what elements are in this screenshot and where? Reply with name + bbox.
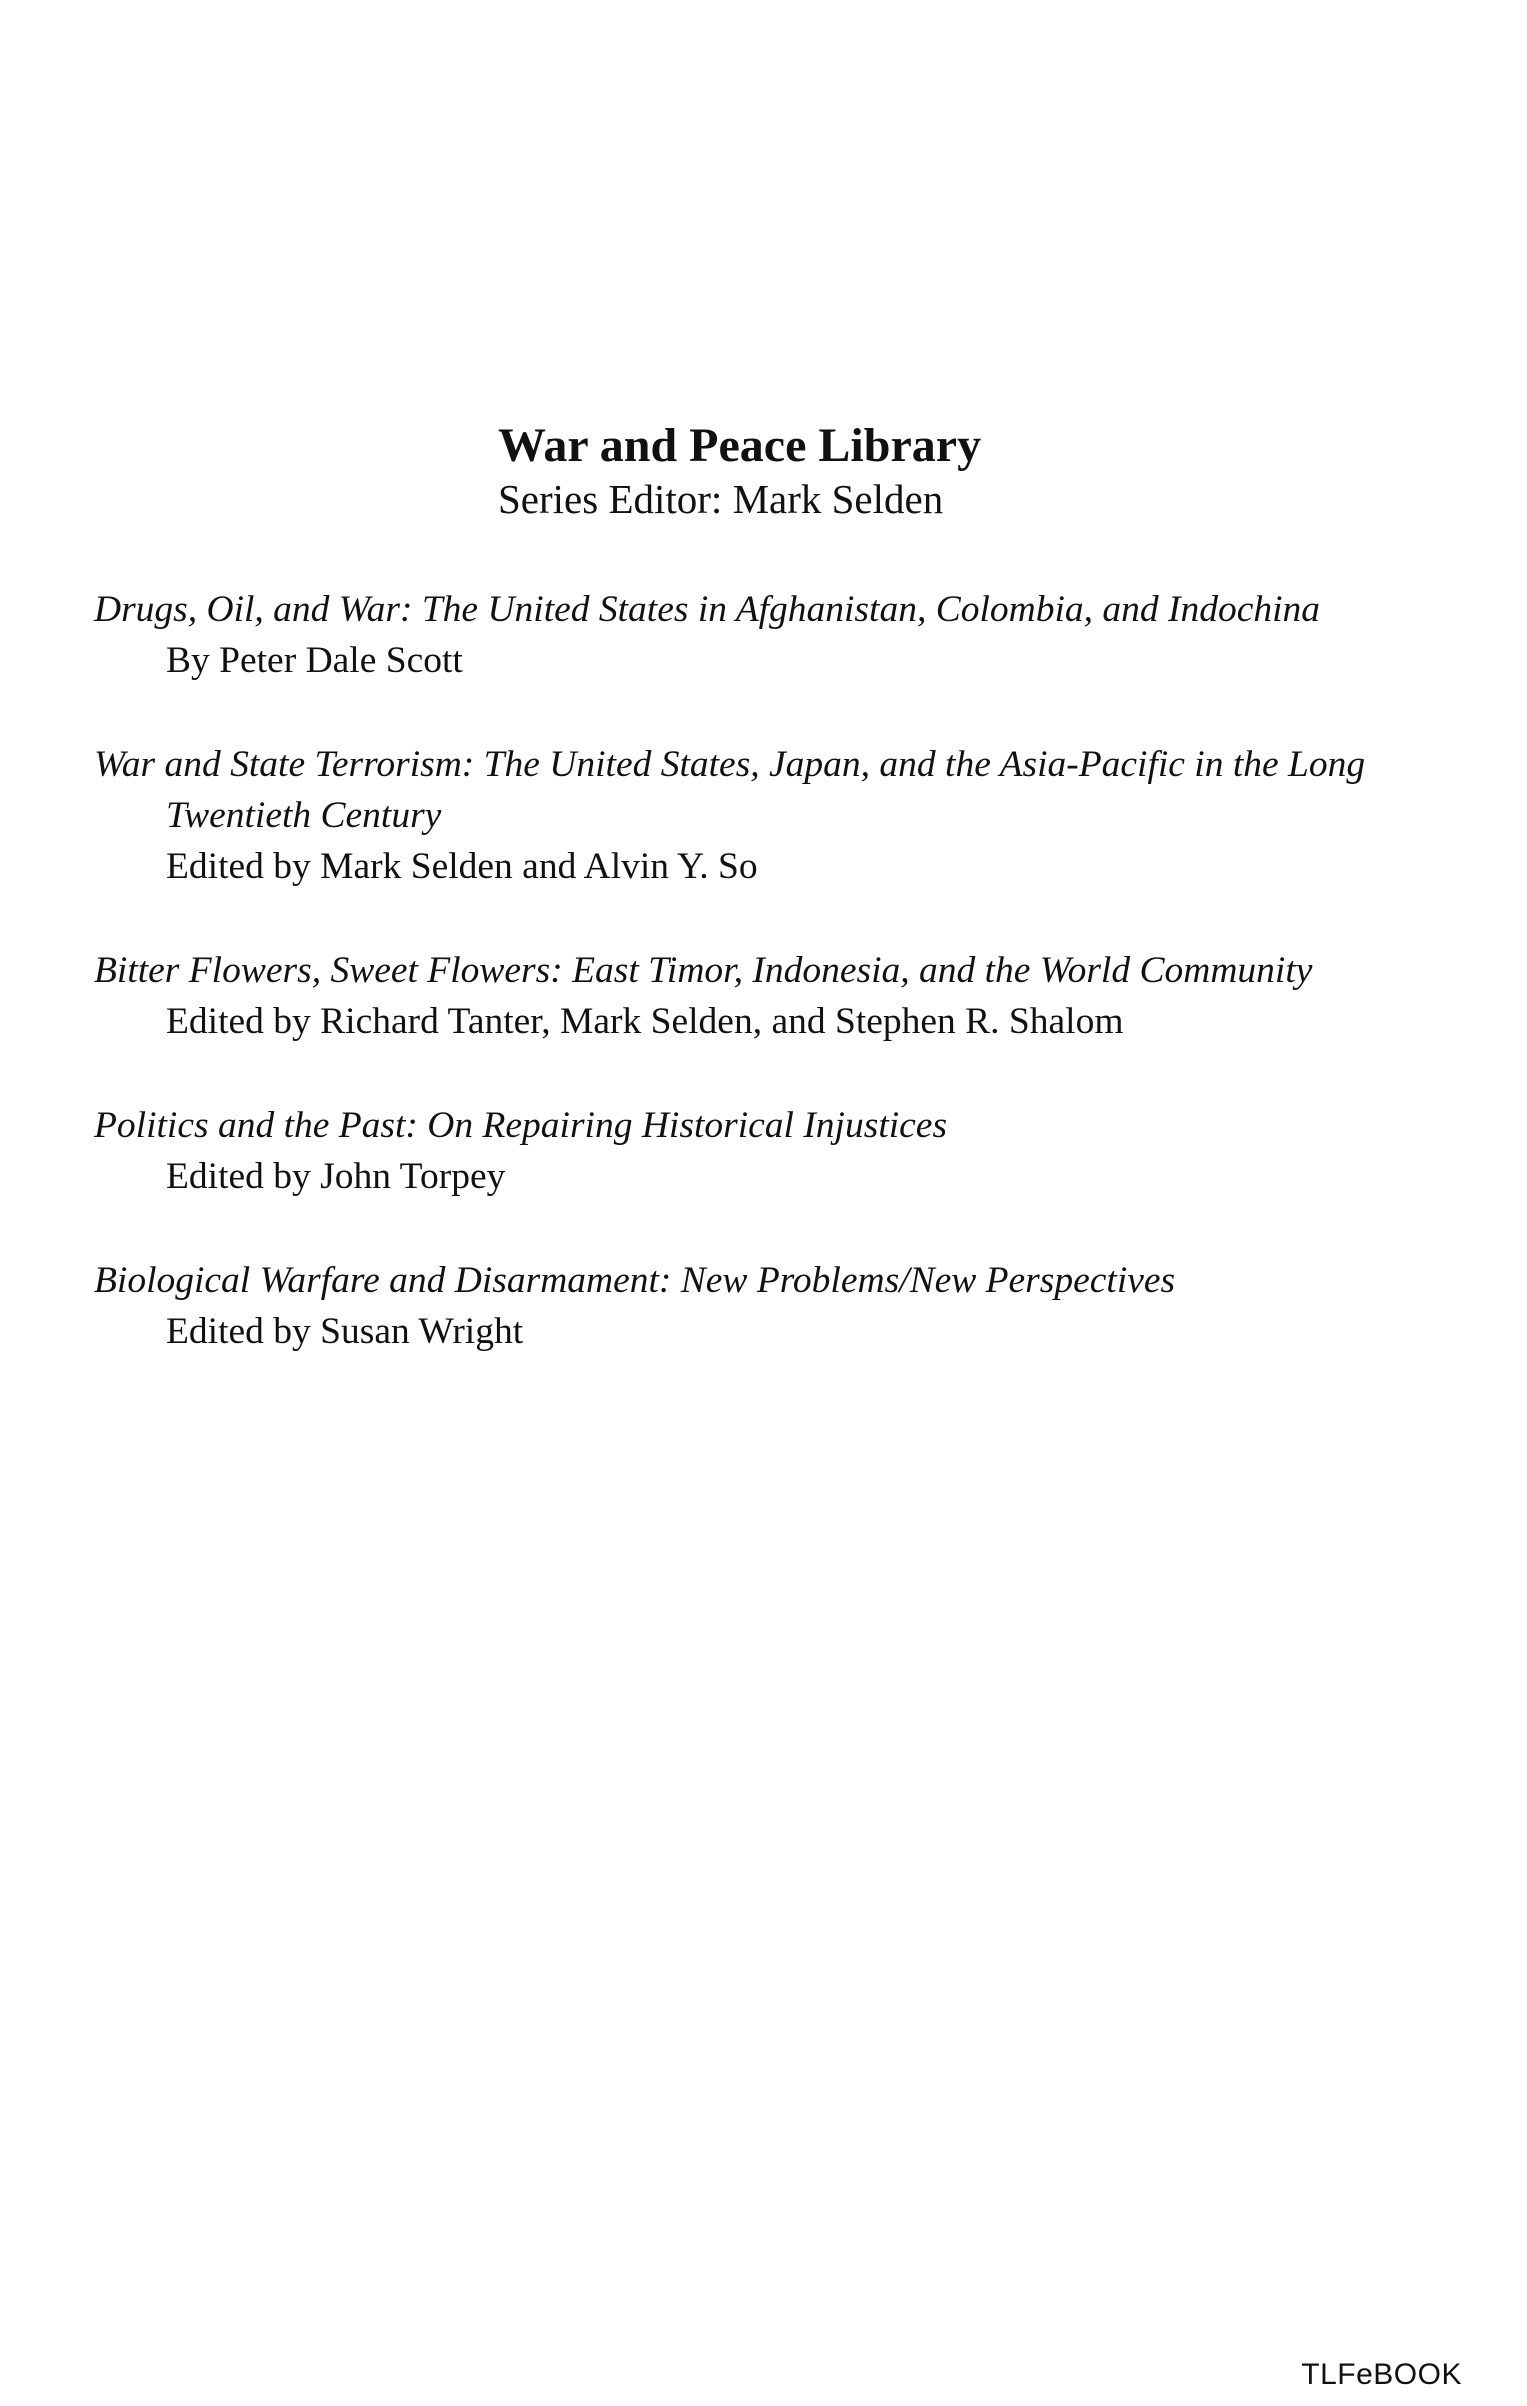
book-title: Politics and the Past: On Repairing Historical Injustices (94, 1105, 948, 1146)
book-credit: Edited by Richard Tanter, Mark Selden, and Stephen R. Shalom (166, 1001, 1124, 1042)
book-credit: Edited by Mark Selden and Alvin Y. So (166, 846, 758, 887)
book-title: Biological Warfare and Disarmament: New Problems/New Perspectives (94, 1260, 1176, 1301)
book-credit: Edited by John Torpey (166, 1156, 506, 1197)
book-entry (94, 739, 1454, 893)
series-editor: Series Editor: Mark Selden (498, 476, 944, 522)
book-list (94, 584, 1454, 1410)
book-entry (94, 584, 1454, 687)
book-credit: By Peter Dale Scott (166, 640, 463, 681)
book-entry (94, 1100, 1454, 1203)
book-title: Drugs, Oil, and War: The United States in Afghanistan, Colombia, and Indochina (94, 589, 1321, 630)
book-entry (94, 945, 1454, 1048)
book-credit: Edited by Susan Wright (166, 1311, 524, 1352)
watermark: TLFeBOOK (1301, 2358, 1462, 2391)
series-title: War and Peace Library (498, 419, 982, 472)
book-title: War and State Terrorism: The United States, Japan, and the Asia-Pacific in the Long Twentieth Century (94, 744, 1366, 836)
book-title: Bitter Flowers, Sweet Flowers: East Timor, Indonesia, and the World Community (94, 950, 1313, 991)
series-header (498, 418, 1198, 524)
book-entry (94, 1255, 1454, 1358)
